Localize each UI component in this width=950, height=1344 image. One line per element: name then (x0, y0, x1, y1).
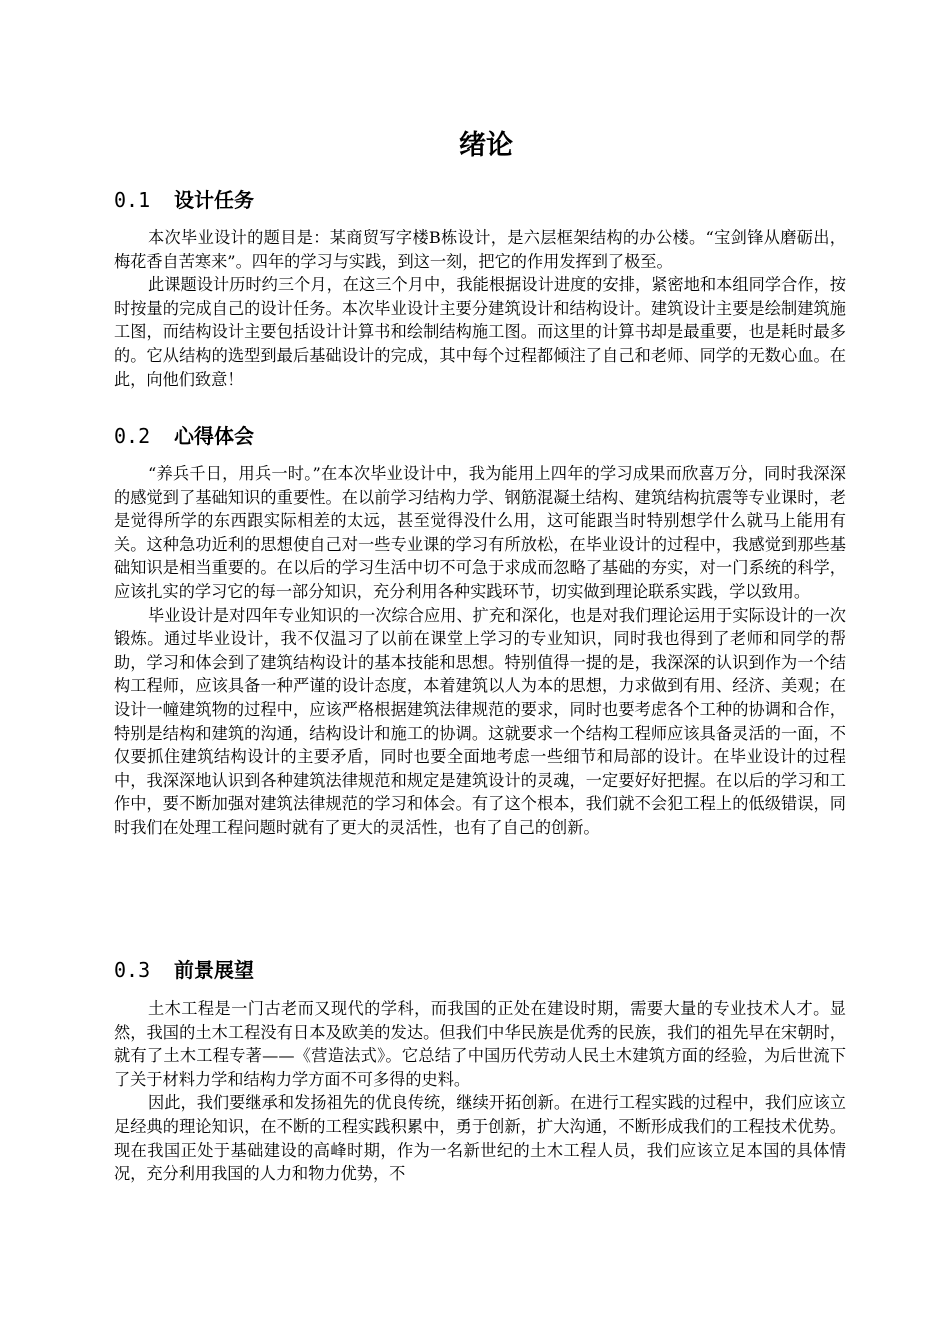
section-number: 0.1 (114, 188, 151, 212)
paragraph: 本次毕业设计的题目是：某商贸写字楼B栋设计，是六层框架结构的办公楼。“宝剑锋从磨砺出，梅花香自苦寒来”。四年的学习与实践，到这一刻，把它的作用发挥到了极至。 (114, 228, 846, 271)
section-heading-outlook (114, 955, 854, 985)
section-body-outlook (114, 997, 846, 1186)
paragraph: “养兵千日，用兵一时。”在本次毕业设计中，我为能用上四年的学习成果而欣喜万分，同时我深深的感觉到了基础知识的重要性。在以前学习结构力学、钢筋混凝土结构、建筑结构抗震等专业课时，老是觉得所学的东西跟实际相差的太远，甚至觉得没什么用，这可能跟当时特别想学什么就马上能用有关。这种急功近利的思想使自己对一些专业课的学习有所放松，在毕业设计的过程中，我感觉到那些基础知识是相当重要的。在以后的学习生活中切不可急于求成而忽略了基础的夯实，对一门系统的科学，应该扎实的学习它的每一部分知识，充分利用各种实践环节，切实做到理论联系实践，学以致用。 (114, 464, 846, 601)
paragraph: 因此，我们要继承和发扬祖先的优良传统，继续开拓创新。在进行工程实践的过程中，我们应该立足经典的理论知识，在不断的工程实践积累中，勇于创新，扩大沟通，不断形成我们的工程技术优势。现在我国正处于基础建设的高峰时期，作为一名新世纪的土木工程人员，我们应该立足本国的具体情况，充分利用我国的人力和物力优势，不 (114, 1093, 846, 1184)
section-heading-design-task (114, 185, 854, 215)
section-title: 前景展望 (174, 958, 254, 982)
section-body-design-task (114, 226, 846, 391)
section-title: 心得体会 (174, 424, 254, 448)
document-title: 绪论 (459, 130, 513, 161)
section-number: 0.2 (114, 424, 151, 448)
paragraph: 土木工程是一门古老而又现代的学科，而我国的正处在建设时期，需要大量的专业技术人才。显然，我国的土木工程没有日本及欧美的发达。但我们中华民族是优秀的民族，我们的祖先早在宋朝时，就有了土木工程专著——《营造法式》。它总结了中国历代劳动人民土木建筑方面的经验，为后世流下了关于材料力学和结构力学方面不可多得的史料。 (114, 999, 846, 1089)
section-number: 0.3 (114, 958, 151, 982)
section-heading-experience (114, 421, 854, 451)
section-title: 设计任务 (174, 188, 254, 212)
paragraph: 此课题设计历时约三个月，在这三个月中，我能根据设计进度的安排，紧密地和本组同学合作，按时按量的完成自己的设计任务。本次毕业设计主要分建筑设计和结构设计。建筑设计主要是绘制建筑施工图，而结构设计主要包括设计计算书和绘制结构施工图。而这里的计算书却是最重要，也是耗时最多的。它从结构的选型到最后基础设计的完成，其中每个过程都倾注了自己和老师、同学的无数心血。在此，向他们致意！ (114, 275, 846, 389)
paragraph: 毕业设计是对四年专业知识的一次综合应用、扩充和深化，也是对我们理论运用于实际设计的一次锻炼。通过毕业设计，我不仅温习了以前在课堂上学习的专业知识，同时我也得到了老师和同学的帮助，学习和体会到了建筑结构设计的基本技能和思想。特别值得一提的是，我深深的认识到作为一个结构工程师，应该具备一种严谨的设计态度，本着建筑以人为本的思想，力求做到有用、经济、美观；在设计一幢建筑物的过程中，应该严格根据建筑法律规范的要求，同时也要考虑各个工种的协调和合作，特别是结构和建筑的沟通，结构设计和施工的协调。这就要求一个结构工程师应该具备灵活的一面，不仅要抓住建筑结构设计的主要矛盾，同时也要全面地考虑一些细节和局部的设计。在毕业设计的过程中，我深深地认识到各种建筑法律规范和规定是建筑设计的灵魂，一定要好好把握。在以后的学习和工作中，要不断加强对建筑法律规范的学习和体会。有了这个根本，我们就不会犯工程上的低级错误，同时我们在处理工程问题时就有了更大的灵活性，也有了自己的创新。 (114, 605, 846, 837)
section-body-experience (114, 462, 846, 840)
